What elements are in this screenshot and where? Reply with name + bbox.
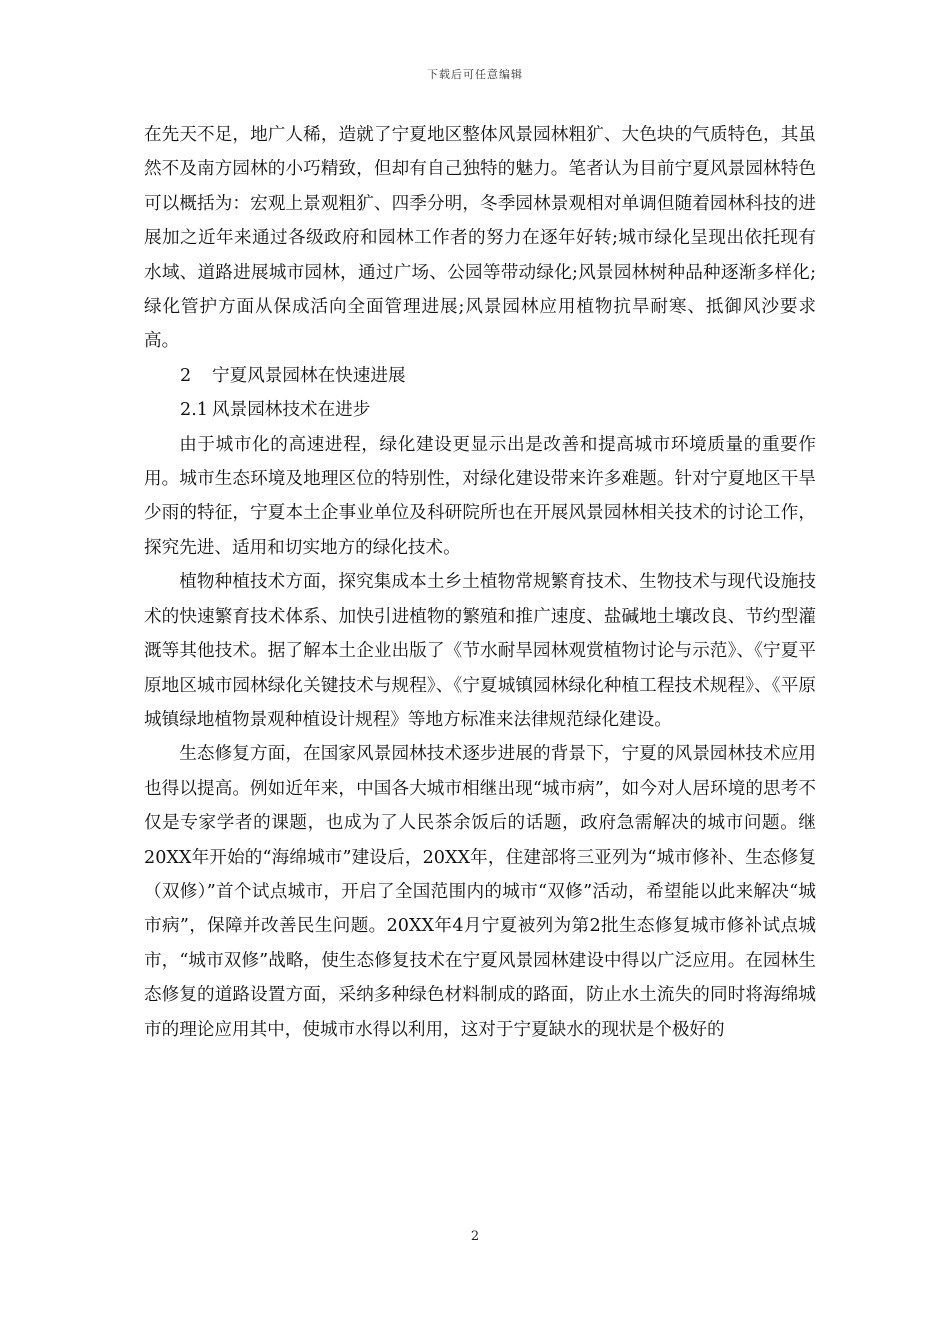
section-number: 2 bbox=[180, 365, 192, 386]
page-number: 2 bbox=[470, 1229, 480, 1244]
page-header: 下载后可任意编辑 bbox=[427, 68, 523, 81]
paragraph-continued: 在先天不足，地广人稀，造就了宁夏地区整体风景园林粗犷、大色块的气质特色，其虽然不及南方园林的小巧精致，但却有自己独特的魅力。笔者认为目前宁夏风景园林特色可以概括为：宏观上景观粗犷、四季分明，冬季园林景观相对单调但随着园林科技的进展加之近年来通过各级政府和园林工作者的努力在逐年好转;城市绿化呈现出依托现有水域、道路进展城市园林，通过广场、公园等带动绿化;风景园林树种品种逐渐多样化;绿化管护方面从保成活向全面管理进展;风景园林应用植物抗旱耐寒、抵御风沙要求高。 bbox=[144, 125, 816, 352]
subsection-title: 风景园林技术在进步 bbox=[212, 400, 371, 421]
paragraph-urbanization: 由于城市化的高速进程，绿化建设更显示出是改善和提高城市环境质量的重要作用。城市生态环境及地理区位的特别性，对绿化建设带来许多难题。针对宁夏地区干旱少雨的特征，宁夏本土企事业单位及科研院所也在开展风景园林相关技术的讨论工作，探究先进、适用和切实地方的绿化技术。 bbox=[144, 434, 816, 558]
section-heading bbox=[144, 359, 816, 393]
paragraph-ecological-restoration: 生态修复方面，在国家风景园林技术逐步进展的背景下，宁夏的风景园林技术应用也得以提高。例如近年来，中国各大城市相继出现“城市病”，如今对人居环境的思考不仅是专家学者的课题，也成为了人民茶余饭后的话题，政府急需解决的城市问题。继20XX年开始的“海绵城市”建设后，20XX年，住建部将三亚列为“城市修补、生态修复（双修）”首个试点城市，开启了全国范围内的城市“双修”活动，希望能以此来解决“城市病”，保障并改善民生问题。20XX年4月宁夏被列为第2批生态修复城市修补试点城市，“城市双修”战略，使生态修复技术在宁夏风景园林建设中得以广泛应用。在园林生态修复的道路设置方面，采纳多种绿色材料制成的路面，防止水土流失的同时将海绵城市的理论应用其中，使城市水得以利用，这对于宁夏缺水的现状是个极好的 bbox=[144, 744, 816, 1040]
subsection-heading bbox=[144, 393, 816, 427]
paragraph-planting-technology: 植物种植技术方面，探究集成本土乡土植物常规繁育技术、生物技术与现代设施技术的快速繁育技术体系、加快引进植物的繁殖和推广速度、盐碱地土壤改良、节约型灌溉等其他技术。据了解本土企业出版了《节水耐旱园林观赏植物讨论与示范》、《宁夏平原地区城市园林绿化关键技术与规程》、《宁夏城镇园林绿化种植工程技术规程》、《平原城镇绿地植物景观种植设计规程》等地方标准来法律规范绿化建设。 bbox=[144, 572, 816, 730]
subsection-number: 2.1 bbox=[180, 400, 208, 421]
section-title: 宁夏风景园林在快速进展 bbox=[212, 365, 406, 386]
document-body bbox=[144, 118, 816, 1047]
